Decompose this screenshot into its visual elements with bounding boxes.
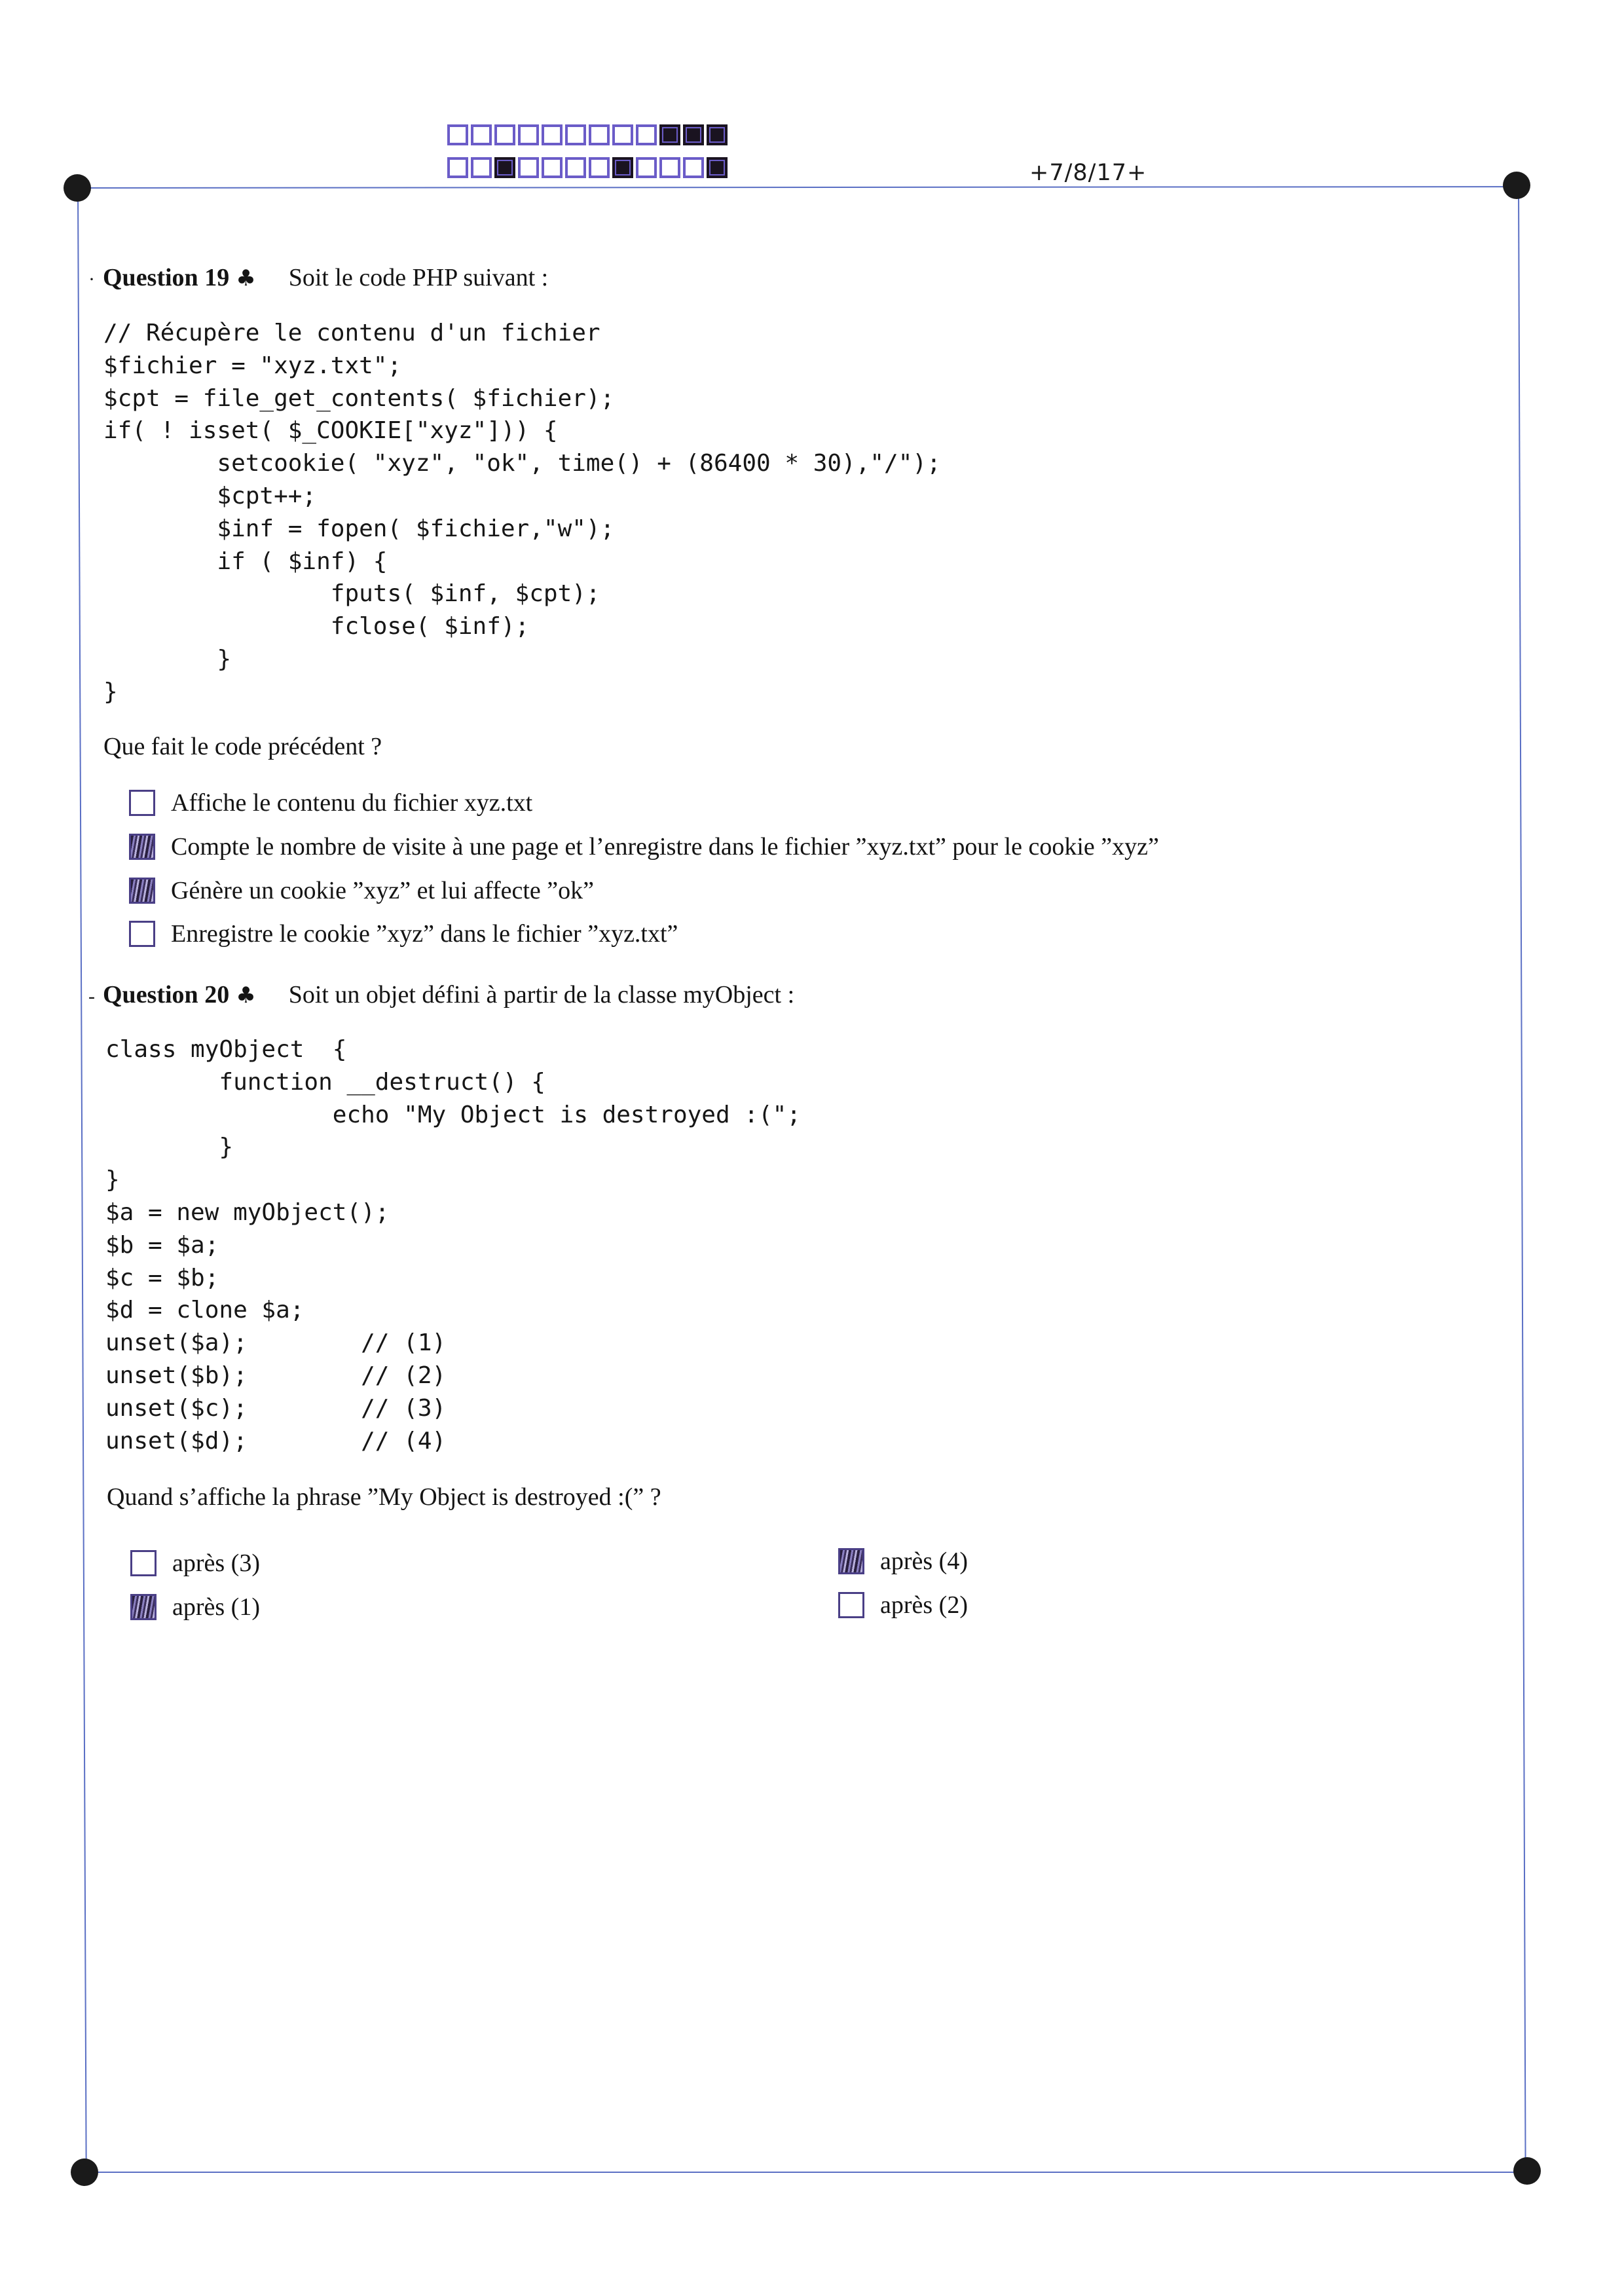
frame-top-line: [77, 186, 1518, 189]
page-id: +7/8/17+: [1029, 160, 1147, 186]
answer-option[interactable]: [838, 1591, 968, 1620]
code-bit-filled: [683, 124, 704, 145]
question-text: Soit le code PHP suivant :: [288, 264, 549, 291]
code-bit-empty: [542, 157, 563, 178]
frame-left-line: [77, 187, 87, 2172]
answer-option[interactable]: [838, 1547, 968, 1576]
code-bit-empty: [636, 157, 657, 178]
code-bit-empty: [683, 157, 704, 178]
code-bit-empty: [518, 157, 539, 178]
answer-option[interactable]: [130, 1593, 260, 1621]
question-bullet: -: [88, 986, 95, 1007]
code-bit-filled: [707, 157, 728, 178]
code-bit-empty: [447, 157, 468, 178]
code-bit-empty: [565, 157, 586, 178]
club-icon: ♣: [236, 265, 256, 291]
code-bit-empty: [518, 124, 539, 145]
answer-option[interactable]: [129, 832, 1159, 861]
question-text: Soit un objet défini à partir de la classe myObject :: [288, 981, 795, 1009]
question-title: Question 20: [103, 981, 230, 1009]
checkbox-checked[interactable]: [130, 1594, 157, 1620]
question-prompt: Quand s’affiche la phrase ”My Object is destroyed :(” ?: [107, 1483, 661, 1511]
checkbox-checked[interactable]: [838, 1548, 864, 1574]
question-title: Question 19: [103, 264, 230, 291]
code-bit-empty: [565, 124, 586, 145]
answer-label: Compte le nombre de visite à une page et l’enregistre dans le fichier ”xyz.txt” pour le cookie ”xyz”: [171, 833, 1159, 861]
answer-label: après (1): [172, 1593, 260, 1621]
code-bit-empty: [589, 124, 610, 145]
frame-right-line: [1518, 186, 1526, 2173]
club-icon: ♣: [236, 982, 256, 1009]
question-19-header: [88, 263, 548, 292]
corner-mark-top-left: [64, 174, 91, 202]
answer-option[interactable]: [130, 1549, 260, 1578]
frame-bottom-line: [85, 2172, 1526, 2173]
code-bit-filled: [612, 157, 633, 178]
corner-mark-top-right: [1503, 172, 1530, 199]
checkbox-checked[interactable]: [129, 834, 155, 860]
id-code-row-2: [447, 157, 728, 178]
question-20-header: [88, 980, 794, 1009]
code-bit-empty: [542, 124, 563, 145]
answer-label: après (2): [880, 1591, 968, 1619]
checkbox[interactable]: [130, 1550, 157, 1576]
code-block-q20: class myObject { function __destruct() { echo "My Object is destroyed :("; } } $a = new myObject(); $b = $a; $c = $b; $d = clone $a; unset($a); // (1) unset($b); // (2) unset($c); // (3) unset($d); // (4): [105, 1036, 802, 1454]
question-prompt: Que fait le code précédent ?: [103, 733, 382, 760]
answer-label: après (3): [172, 1549, 260, 1577]
code-bit-empty: [659, 157, 680, 178]
answer-label: Enregistre le cookie ”xyz” dans le fichier ”xyz.txt”: [171, 920, 678, 948]
checkbox[interactable]: [129, 790, 155, 816]
answer-option[interactable]: [129, 919, 678, 948]
answer-label: Affiche le contenu du fichier xyz.txt: [171, 789, 533, 817]
answer-option[interactable]: [129, 876, 594, 905]
code-bit-filled: [494, 157, 515, 178]
corner-mark-bottom-right: [1513, 2157, 1541, 2185]
checkbox[interactable]: [838, 1592, 864, 1618]
code-bit-filled: [659, 124, 680, 145]
code-bit-empty: [471, 157, 492, 178]
code-bit-empty: [612, 124, 633, 145]
code-bit-empty: [494, 124, 515, 145]
code-bit-empty: [636, 124, 657, 145]
checkbox[interactable]: [129, 921, 155, 947]
code-bit-empty: [471, 124, 492, 145]
code-bit-filled: [707, 124, 728, 145]
answer-label: Génère un cookie ”xyz” et lui affecte ”ok”: [171, 877, 594, 904]
answer-label: après (4): [880, 1547, 968, 1575]
corner-mark-bottom-left: [71, 2158, 98, 2186]
code-block-q19: // Récupère le contenu d'un fichier $fichier = "xyz.txt"; $cpt = file_get_contents( $fichier); if( ! isset( $_COOKIE["xyz"])) { setcookie( "xyz", "ok", time() + (86400 * 30),"/"); $cpt++; $inf = fopen( $fichier,"w"); if ( $inf) { fputs( $inf, $cpt); fclose( $inf); } }: [103, 320, 941, 705]
id-code-row-1: [447, 124, 728, 145]
code-bit-empty: [589, 157, 610, 178]
code-bit-empty: [447, 124, 468, 145]
question-bullet: ·: [88, 268, 95, 290]
answer-option[interactable]: [129, 788, 532, 817]
checkbox-checked[interactable]: [129, 878, 155, 904]
